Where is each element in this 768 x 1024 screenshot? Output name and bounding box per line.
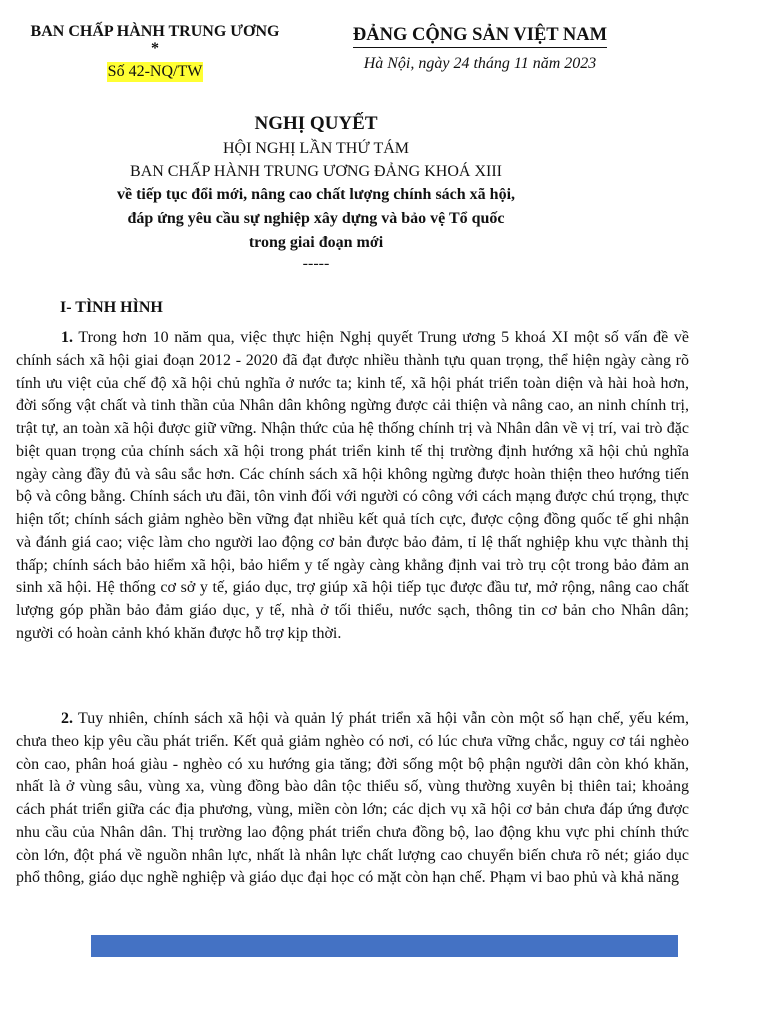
subject-line-1: về tiếp tục đổi mới, nâng cao chất lượng chính sách xã hội, [116, 186, 516, 203]
star-separator: * [151, 40, 159, 57]
issuing-authority: BAN CHẤP HÀNH TRUNG ƯƠNG [30, 23, 280, 40]
document-title-block [0, 111, 632, 273]
paragraph-number: 2. [61, 710, 73, 727]
paragraph-2 [16, 708, 689, 890]
paragraph-1 [16, 327, 689, 646]
national-header-block [330, 23, 630, 74]
issue-date: Hà Nội, ngày 24 tháng 11 năm 2023 [363, 55, 597, 72]
paragraph-text: Trong hơn 10 năm qua, việc thực hiện Nghị quyết Trung ương 5 khoá XI một số vấn đề về chính sách xã hội giai đoạn 2012 - 2020 đã đạt được nhiều thành tựu quan trọng, thể hiện ngày càng rõ tính ưu việt của chế độ xã hội chủ nghĩa ở nước ta; kinh tế, xã hội phát triển toàn diện và hài hoà hơn, đời sống vật chất và tinh thần của Nhân dân không ngừng được cải thiện và nâng cao, an ninh chính trị, trật tự, an toàn xã hội được giữ vững. Nhận thức của hệ thống chính trị và Nhân dân về vị trí, vai trò đặc biệt quan trọng của chính sách xã hội trong phát triển kinh tế thị trường định hướng xã hội chủ nghĩa ngày càng đầy đủ và sâu sắc hơn. Các chính sách xã hội không ngừng được hoàn thiện theo hướng tiến bộ và công bằng. Chính sách ưu đãi, tôn vinh đối với người có công với cách mạng được chú trọng, thực hiện tốt; chính sách giảm nghèo bền vững đạt nhiều kết quả tích cực, được cộng đồng quốc tế ghi nhận và đánh giá cao; việc làm cho người lao động cơ bản được bảo đảm, tỉ lệ thất nghiệp khu vực thành thị thấp; chính sách bảo hiểm xã hội, bảo hiểm y tế ngày càng khẳng định vai trò trụ cột trong bảo đảm an sinh xã hội. Hệ thống cơ sở y tế, giáo dục, trợ giúp xã hội tiếp tục được đầu tư, mở rộng, nâng cao chất lượng góp phần bảo đảm giáo dục, y tế, nhà ở tối thiểu, nước sạch, thông tin cơ bản cho Nhân dân; người có hoàn cảnh khó khăn được hỗ trợ kịp thời. [16, 329, 689, 642]
subject-line-3: trong giai đoạn mới [248, 234, 384, 251]
paragraph-text: Tuy nhiên, chính sách xã hội và quản lý phát triển xã hội vẫn còn một số hạn chế, yếu kém, chưa theo kịp yêu cầu phát triển. Kết quả giảm nghèo có nơi, có lúc chưa vững chắc, nguy cơ tái nghèo còn cao, phân hoá giàu - nghèo có xu hướng gia tăng; đời sống một bộ phận người dân còn khó khăn, nhất là ở vùng sâu, vùng xa, vùng đồng bào dân tộc thiểu số, vùng thường xuyên bị thiên tai; khoảng cách phát triển giữa các địa phương, vùng, miền còn lớn; các dịch vụ xã hội cơ bản chưa đáp ứng được nhu cầu của Nhân dân. Thị trường lao động phát triển chưa đồng bộ, lao động khu vực phi chính thức còn lớn, đột phá về nguồn nhân lực, nhất là nhân lực chất lượng cao chuyển biến chưa rõ nét; giáo dục phổ thông, giáo dục nghề nghiệp và giáo dục đại học có mặt còn hạn chế. Phạm vi bao phủ và khả năng [16, 710, 689, 887]
section-heading: I- TÌNH HÌNH [60, 299, 163, 316]
paragraph-number: 1. [61, 329, 73, 346]
subject-line-2: đáp ứng yêu cầu sự nghiệp xây dựng và bảo vệ Tổ quốc [127, 210, 505, 227]
conference-name: HỘI NGHỊ LẦN THỨ TÁM [222, 140, 410, 157]
footer-bar [91, 935, 678, 957]
title-separator: ----- [302, 255, 330, 272]
committee-name: BAN CHẤP HÀNH TRUNG ƯƠNG ĐẢNG KHOÁ XIII [130, 163, 502, 180]
issuing-authority-block [10, 22, 300, 82]
document-type: NGHỊ QUYẾT [254, 113, 378, 134]
document-number: Số 42-NQ/TW [107, 63, 203, 80]
party-name: ĐẢNG CỘNG SẢN VIỆT NAM [353, 23, 607, 48]
